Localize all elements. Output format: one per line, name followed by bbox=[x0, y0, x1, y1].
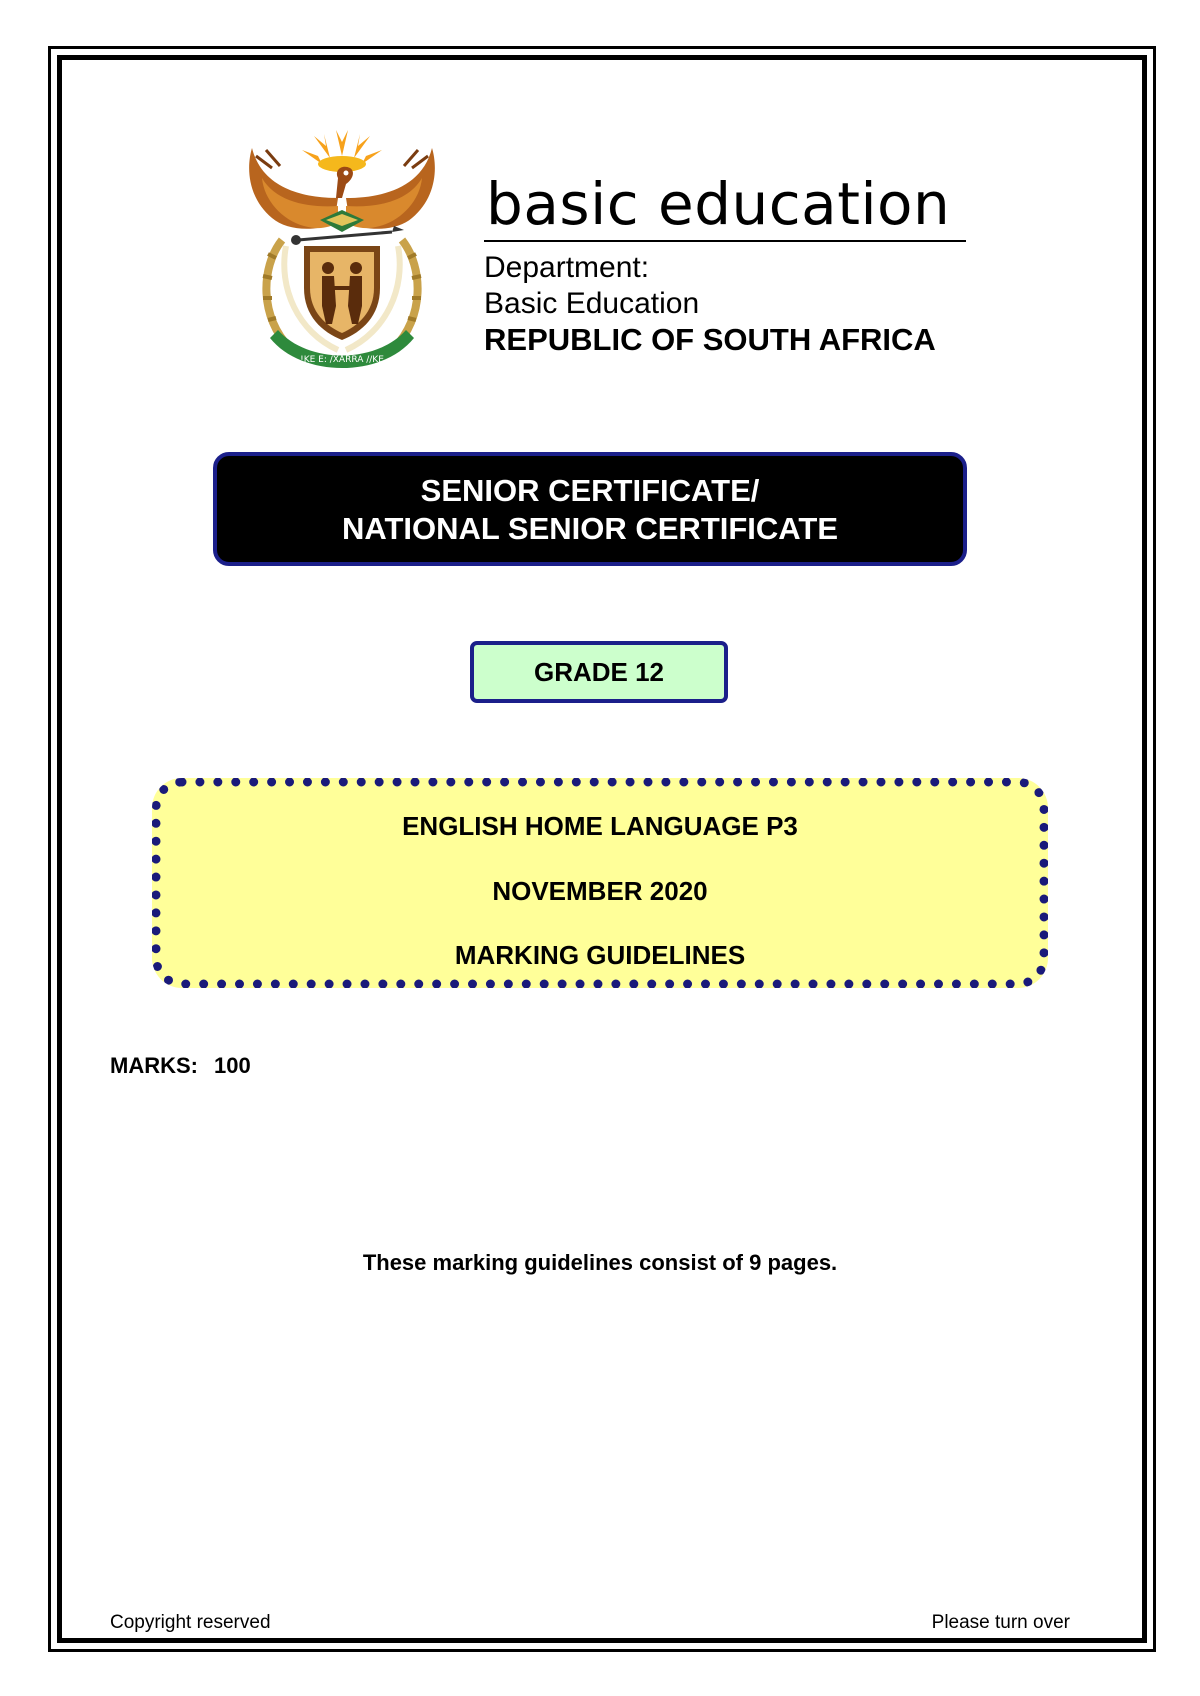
marks-value: 100 bbox=[214, 1053, 251, 1078]
total-marks bbox=[110, 1053, 251, 1079]
department-label: Department: bbox=[484, 251, 650, 284]
certificate-banner bbox=[213, 452, 967, 566]
document-type: MARKING GUIDELINES bbox=[454, 940, 746, 970]
marks-label: MARKS: bbox=[110, 1053, 198, 1078]
exam-session: NOVEMBER 2020 bbox=[492, 876, 708, 906]
logo-wordmark: basic education bbox=[486, 170, 951, 238]
crest-motto: !KE E: /XARRA //KE bbox=[300, 355, 384, 365]
coat-of-arms-icon bbox=[242, 128, 442, 378]
turn-over-notice: Please turn over bbox=[931, 1612, 1070, 1633]
grade-badge: GRADE 12 bbox=[470, 641, 728, 703]
subject-paper: ENGLISH HOME LANGUAGE P3 bbox=[402, 811, 798, 841]
copyright-notice: Copyright reserved bbox=[110, 1612, 271, 1633]
country-name: REPUBLIC OF SOUTH AFRICA bbox=[484, 322, 936, 357]
certificate-line-2: NATIONAL SENIOR CERTIFICATE bbox=[342, 511, 838, 546]
subject-panel bbox=[152, 778, 1048, 988]
rising-sun bbox=[302, 130, 382, 172]
certificate-line-1: SENIOR CERTIFICATE/ bbox=[420, 473, 760, 508]
department-branding bbox=[484, 170, 966, 358]
logo-underline bbox=[484, 240, 966, 242]
page-count-note: These marking guidelines consist of 9 pages. bbox=[362, 1250, 838, 1275]
department-name: Basic Education bbox=[484, 287, 700, 320]
